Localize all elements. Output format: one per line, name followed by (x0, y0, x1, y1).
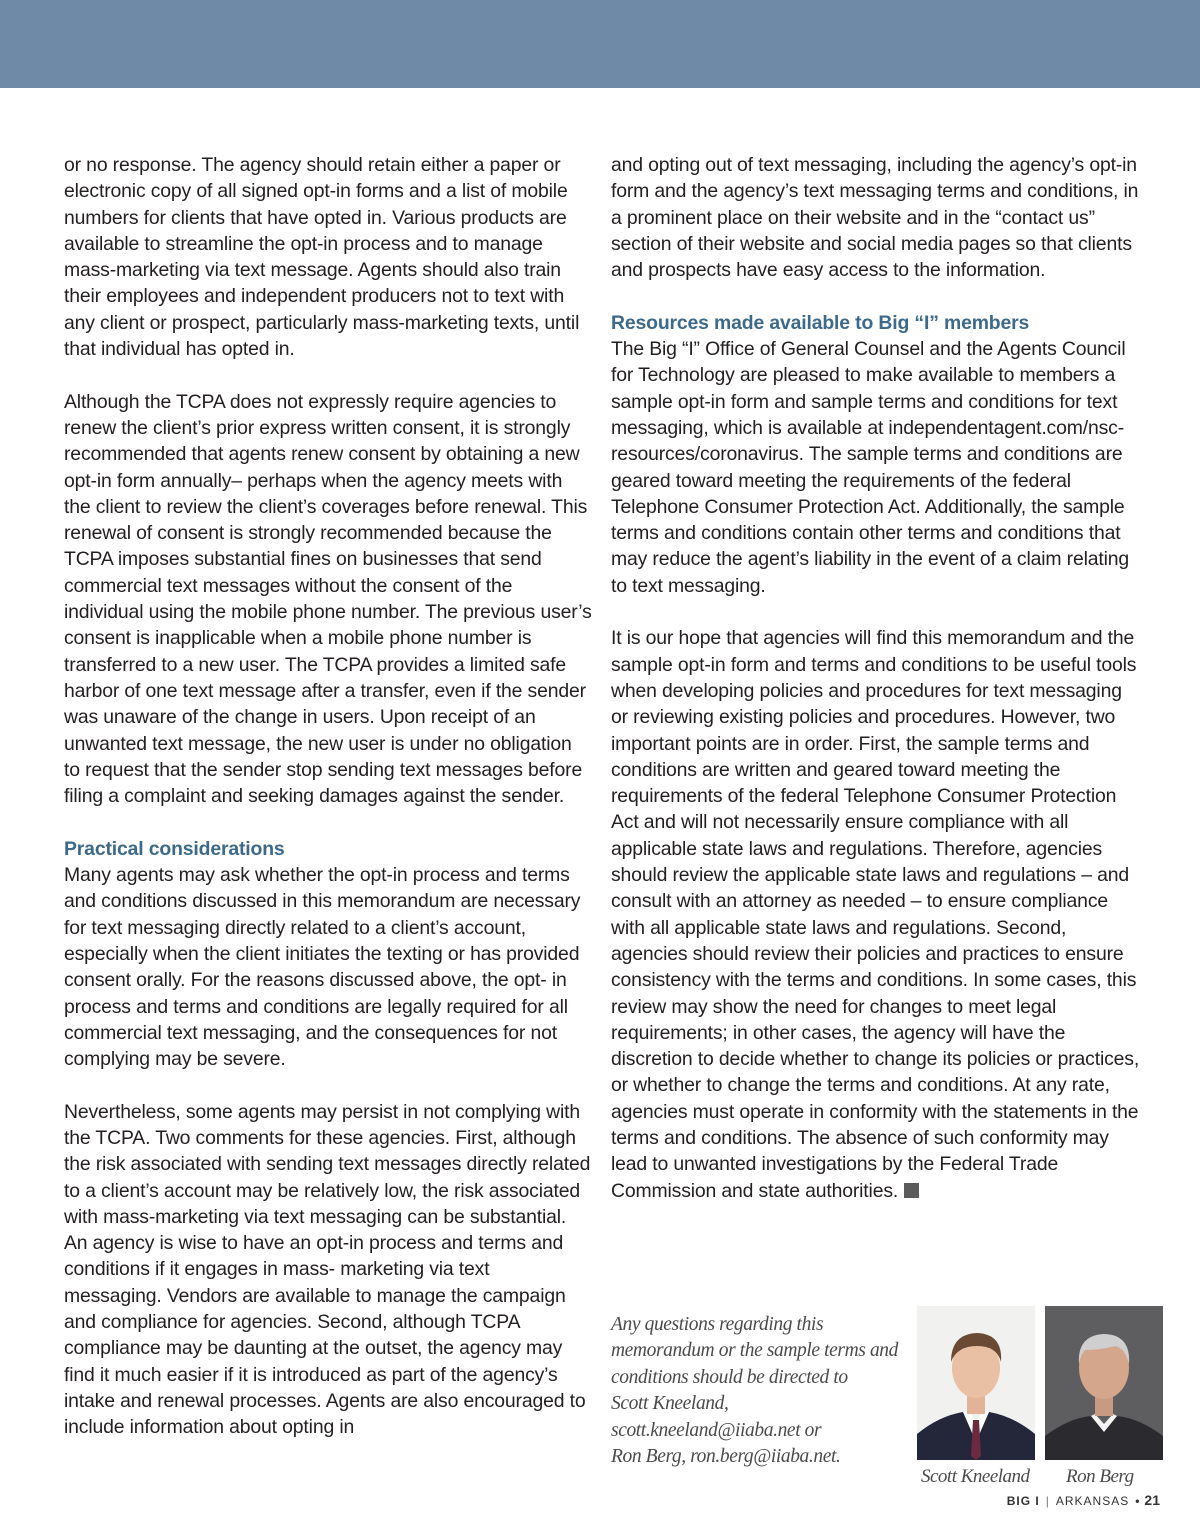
end-of-article-mark (904, 1183, 919, 1198)
section-heading-practical: Practical considerations (64, 837, 285, 860)
contact-line-5: scott.kneeland@iiaba.net or (611, 1419, 822, 1441)
contact-line-3: conditions should be directed to (611, 1366, 848, 1388)
portrait-photo-scott-kneeland (917, 1306, 1035, 1460)
right-paragraph-3-text: It is our hope that agencies will find this memorandum and the sample opt-in form and terms and conditions to be useful tools when developing policies and procedures for text messaging or reviewing existing policies and procedures. However, two important points are in order. First, the sample terms and conditions are written and geared toward meeting the requirements of the federal Telephone Consumer Protection Act and will not necessarily ensure compliance with all applicable state laws and regulations. Therefore, agencies should review the applicable state laws and regulations – and consult with an attorney as needed – to ensure compliance with all applicable state laws and regulations. Second, agencies should review their policies and practices to ensure consistency with the terms and conditions. In some cases, this review may show the need for changes to meet legal requirements; in other cases, the agency will have the discretion to decide whether to change its policies or practices, or whether to change the terms and conditions. At any rate, agencies must operate in conformity with the statements in the terms and conditions. The absence of such conformity may lead to unwanted investigations by the Federal Trade Commission and state authorities. (611, 627, 1140, 1202)
right-paragraph-2: The Big “I” Office of General Counsel and the Agents Council for Technology are pleased to make available to members a sample opt-in form and sample terms and conditions for text messaging, which is available at independentagent.com/nsc-resources/coronavirus. The sample terms and conditions are geared toward meeting the requirements of the federal Telephone Consumer Protection Act. Additionally, the sample terms and conditions contain other terms and conditions that may reduce the agent’s liability in the event of a claim relating to text messaging. (611, 338, 1130, 597)
left-paragraph-4: Nevertheless, some agents may persist in not complying with the TCPA. Two comments for these agencies. First, although the risk associated with sending text messages directly related to a client’s account may be relatively low, the risk associated with mass-marketing via text messaging can be substantial. An agency is wise to have an opt-in process and terms and conditions if it engages in mass- marketing via text messaging. Vendors are available to manage the campaign and compliance for agencies. Second, although TCPA compliance may be daunting at the outset, the agency may find it much easier if it is introduced as part of the agency’s intake and renewal processes. Agents are also encouraged to include information about opting in (64, 1100, 591, 1439)
right-column (611, 152, 1141, 1204)
portrait-ron-graphic (1045, 1306, 1163, 1460)
contact-line-1: Any questions regarding this (611, 1314, 824, 1335)
left-column (64, 152, 592, 1441)
section-heading-resources: Resources made available to Big “I” members (611, 311, 1030, 334)
contact-note (611, 1312, 911, 1470)
page-number: 21 (1144, 1492, 1160, 1508)
page-footer (1007, 1492, 1160, 1508)
left-paragraph-1: or no response. The agency should retain either a paper or electronic copy of all signed opt-in forms and a list of mobile numbers for clients that have opted in. Various products are available to streamline the opt-in process and to manage mass-marketing via text message. Agents should also train their employees and independent producers not to text with any client or prospect, particularly mass-marketing texts, until that individual has opted in. (64, 154, 580, 361)
contact-line-6: Ron Berg, ron.berg@iiaba.net. (611, 1446, 841, 1468)
header-band (0, 0, 1200, 88)
footer-brand: BIG I (1006, 1494, 1040, 1508)
left-paragraph-3: Many agents may ask whether the opt-in process and terms and conditions discussed in this memorandum are necessary for text messaging directly related to a client’s account, especially when the client initiates the texting or has provided consent orally. For the reasons discussed above, the opt- in process and terms and conditions are legally required for all commercial text messaging, and the consequences for not complying may be severe. (64, 864, 581, 1071)
portrait-scott-graphic (917, 1306, 1035, 1460)
portrait-photo-ron-berg (1045, 1306, 1163, 1460)
footer-state: ARKANSAS (1055, 1494, 1130, 1508)
contact-line-4: Scott Kneeland, (611, 1393, 729, 1415)
contact-line-2: memorandum or the sample terms and (611, 1340, 899, 1362)
footer-bullet: • (1135, 1494, 1141, 1508)
photo-caption-scott: Scott Kneeland (921, 1466, 1030, 1487)
left-paragraph-2: Although the TCPA does not expressly require agencies to renew the client’s prior express written consent, it is strongly recommended that agents renew consent by obtaining a new opt-in form annually– perhaps when the agency meets with the client to review the client’s coverages before renewal. This renewal of consent is strongly recommended because the TCPA imposes substantial fines on businesses that send commercial text messages without the consent of the individual using the mobile phone number. The previous user’s consent is inapplicable when a mobile phone number is transferred to a new user. The TCPA provides a limited safe harbor of one text message after a transfer, even if the sender was unaware of the change in users. Upon receipt of an unwanted text message, the new user is under no obligation to request that the sender stop sending text messages before filing a complaint and seeking damages against the sender. (64, 390, 592, 808)
photo-caption-ron: Ron Berg (1066, 1466, 1134, 1487)
right-paragraph-3 (611, 625, 1141, 1204)
right-paragraph-1: and opting out of text messaging, including the agency’s opt-in form and the agency’s text messaging terms and conditions, in a prominent place on their website and in the “contact us” section of their website and social media pages so that clients and prospects have easy access to the information. (611, 154, 1139, 282)
footer-separator: | (1045, 1494, 1050, 1508)
